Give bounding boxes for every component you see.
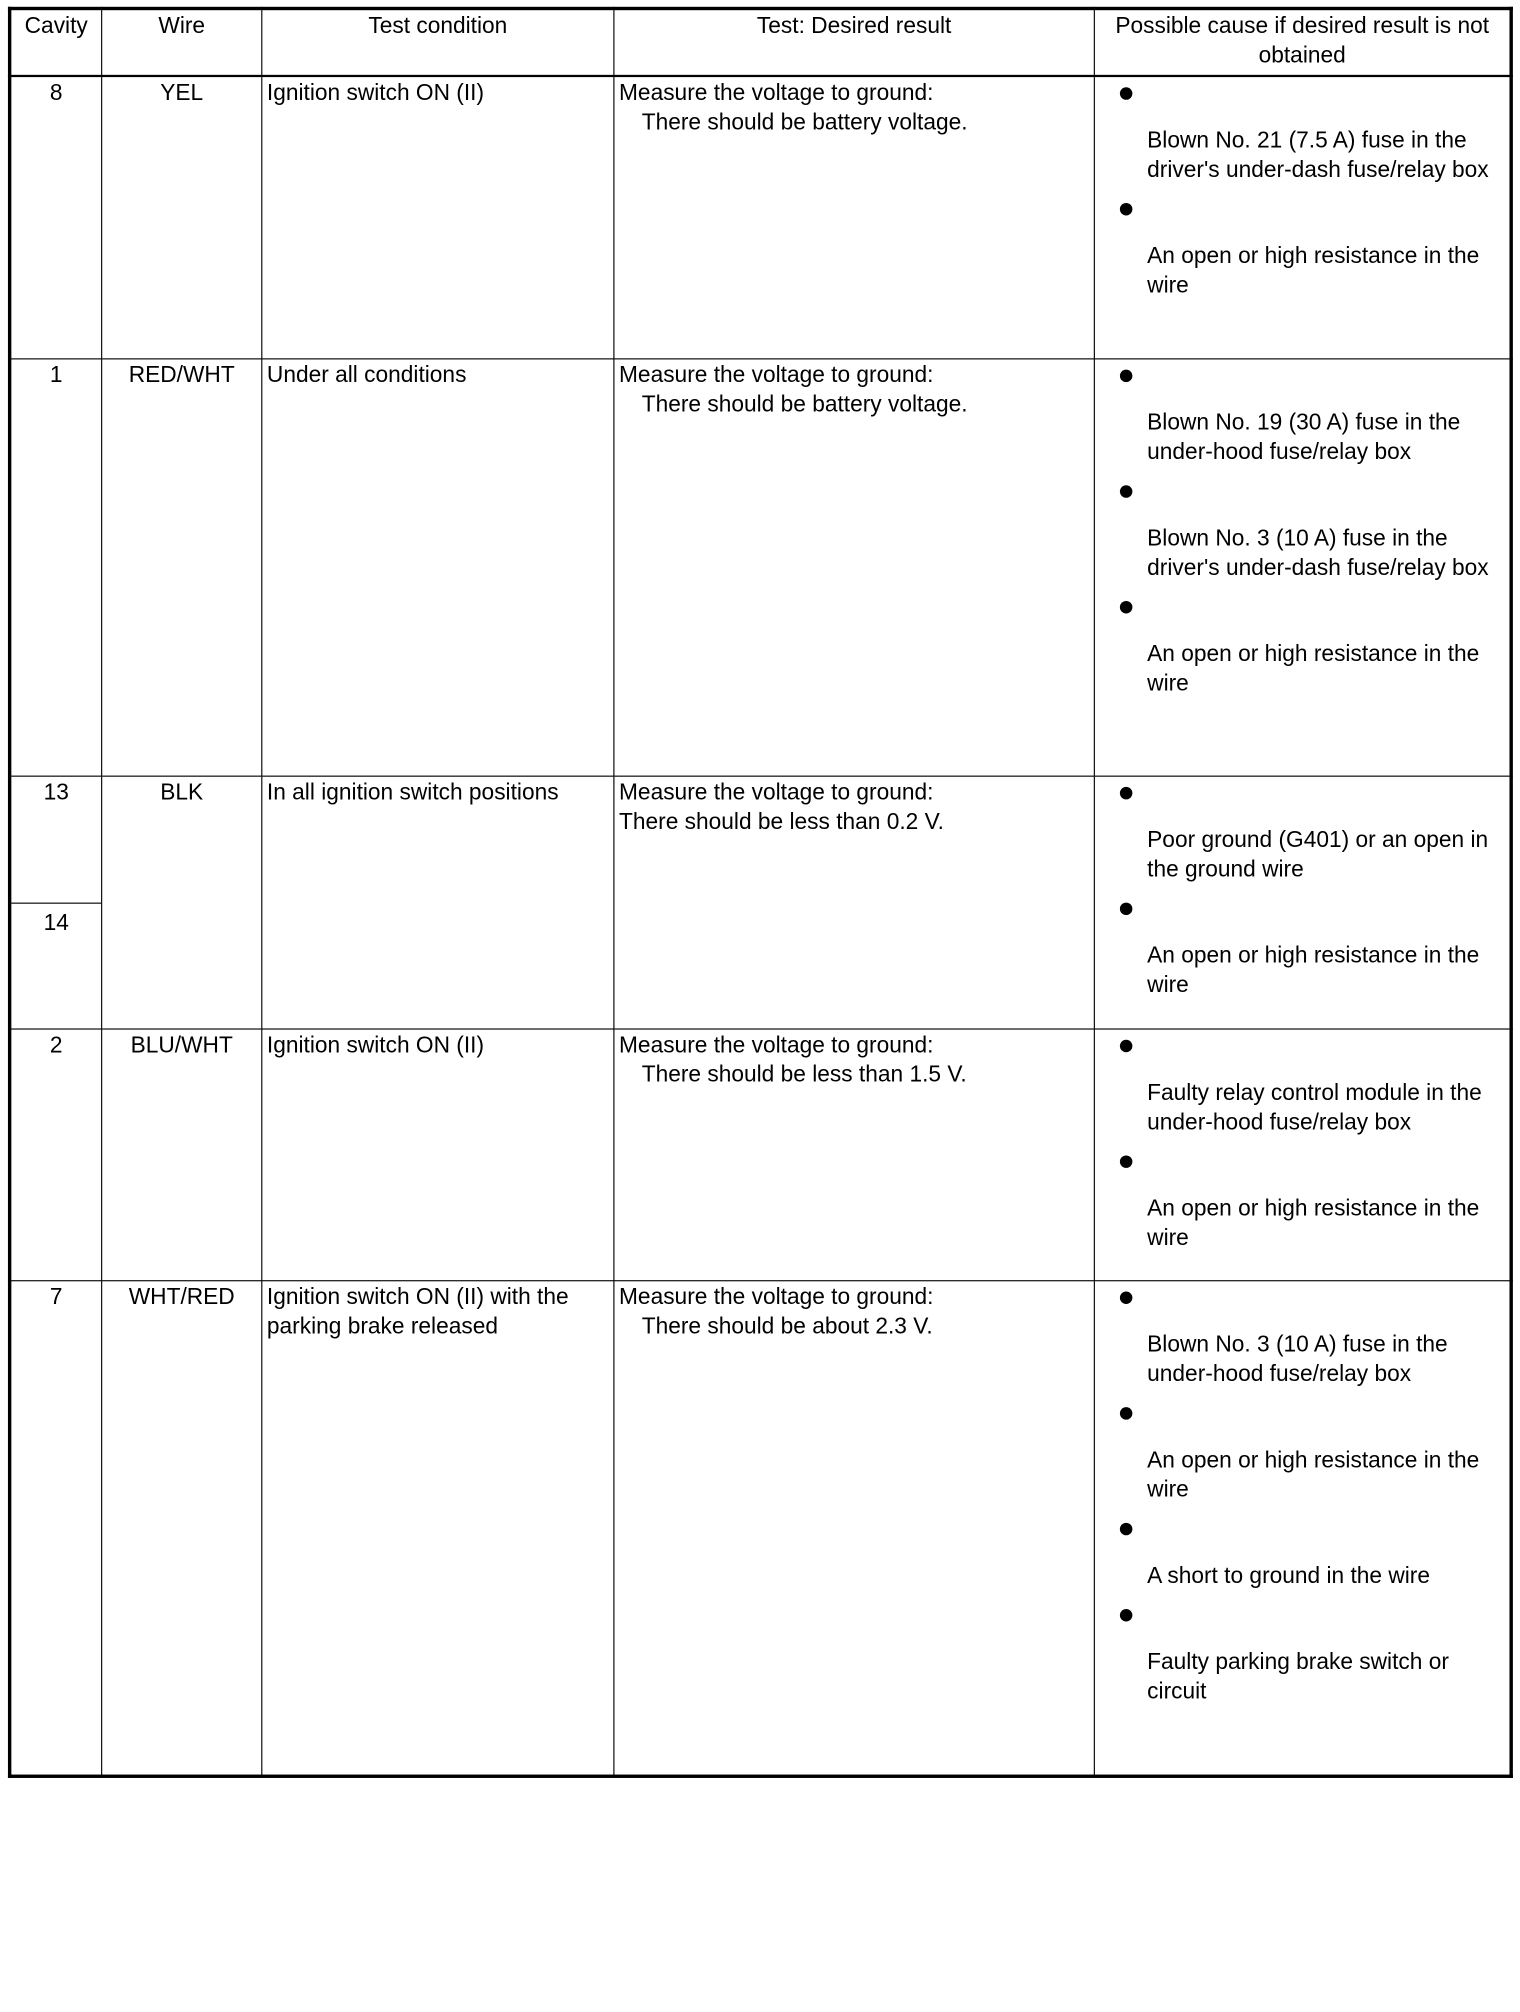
bullet-icon bbox=[1120, 369, 1132, 381]
cavity-cell: 2 bbox=[10, 1028, 102, 1280]
header-test-condition: Test condition bbox=[262, 9, 614, 76]
cause-item: An open or high resistance in the wire bbox=[1147, 942, 1480, 998]
cause-item: Poor ground (G401) or an open in the ground wire bbox=[1147, 827, 1489, 882]
cause-item: Faulty relay control module in the under-hood fuse/relay box bbox=[1147, 1080, 1482, 1135]
bullet-icon bbox=[1120, 1522, 1132, 1534]
header-cavity: Cavity bbox=[10, 9, 102, 76]
cause-item: A short to ground in the wire bbox=[1147, 1563, 1431, 1589]
cause-item: Blown No. 3 (10 A) fuse in the under-hood fuse/relay box bbox=[1147, 1331, 1448, 1387]
wire-cell: WHT/RED bbox=[102, 1280, 262, 1776]
bullet-icon bbox=[1120, 1155, 1132, 1167]
result-cell bbox=[614, 358, 1094, 775]
cause-item: Blown No. 19 (30 A) fuse in the under-hood fuse/relay box bbox=[1147, 409, 1461, 465]
result-line: Measure the voltage to ground: bbox=[619, 1032, 934, 1058]
cavity-cell bbox=[10, 776, 102, 1029]
bullet-icon bbox=[1120, 1407, 1132, 1419]
result-line: There should be battery voltage. bbox=[641, 109, 968, 135]
header-desired-result: Test: Desired result bbox=[614, 9, 1094, 76]
cause-item: An open or high resistance in the wire bbox=[1147, 243, 1480, 299]
cause-cell bbox=[1094, 358, 1511, 775]
bullet-icon bbox=[1120, 902, 1132, 914]
table-row bbox=[10, 76, 1512, 358]
condition-cell: In all ignition switch positions bbox=[262, 776, 614, 1029]
cause-cell bbox=[1094, 76, 1511, 358]
wire-cell: BLK bbox=[102, 776, 262, 1029]
result-line: Measure the voltage to ground: bbox=[619, 779, 934, 805]
wire-cell: RED/WHT bbox=[102, 358, 262, 775]
header-possible-cause: Possible cause if desired result is not obtained bbox=[1094, 9, 1511, 76]
cause-cell bbox=[1094, 1280, 1511, 1776]
condition-cell: Ignition switch ON (II) bbox=[262, 1028, 614, 1280]
cavity-value: 13 bbox=[43, 779, 69, 805]
bullet-icon bbox=[1120, 203, 1132, 215]
result-line: Measure the voltage to ground: bbox=[619, 80, 934, 106]
wire-cell: YEL bbox=[102, 76, 262, 358]
header-wire: Wire bbox=[102, 9, 262, 76]
cavity-cell: 1 bbox=[10, 358, 102, 775]
table-row bbox=[10, 358, 1512, 775]
result-cell bbox=[614, 1028, 1094, 1280]
result-line: There should be about 2.3 V. bbox=[641, 1313, 933, 1339]
cavity-value: 14 bbox=[43, 909, 69, 935]
result-line: There should be less than 0.2 V. bbox=[619, 809, 944, 834]
cause-item: An open or high resistance in the wire bbox=[1147, 1195, 1480, 1251]
bullet-icon bbox=[1120, 1039, 1132, 1051]
cause-item: Blown No. 21 (7.5 A) fuse in the driver's under-dash fuse/relay box bbox=[1147, 128, 1489, 183]
result-cell bbox=[614, 776, 1094, 1029]
bullet-icon bbox=[1120, 1608, 1132, 1620]
bullet-icon bbox=[1120, 87, 1132, 99]
table-row bbox=[10, 1028, 1512, 1280]
cause-item: An open or high resistance in the wire bbox=[1147, 1447, 1480, 1502]
bullet-icon bbox=[1120, 1291, 1132, 1303]
result-line: There should be battery voltage. bbox=[641, 391, 968, 417]
cause-cell bbox=[1094, 1028, 1511, 1280]
result-line: There should be less than 1.5 V. bbox=[641, 1061, 967, 1087]
cause-item: Faulty parking brake switch or circuit bbox=[1147, 1649, 1449, 1704]
condition-cell: Ignition switch ON (II) bbox=[262, 76, 614, 358]
result-line: Measure the voltage to ground: bbox=[619, 362, 934, 388]
cavity-cell: 8 bbox=[10, 76, 102, 358]
result-cell bbox=[614, 76, 1094, 358]
wire-cell: BLU/WHT bbox=[102, 1028, 262, 1280]
cause-item: Blown No. 3 (10 A) fuse in the driver's under-dash fuse/relay box bbox=[1147, 525, 1489, 580]
bullet-icon bbox=[1120, 786, 1132, 798]
condition-cell: Under all conditions bbox=[262, 358, 614, 775]
result-cell bbox=[614, 1280, 1094, 1776]
cavity-cell: 7 bbox=[10, 1280, 102, 1776]
result-line: Measure the voltage to ground: bbox=[619, 1284, 934, 1310]
cause-item: An open or high resistance in the wire bbox=[1147, 641, 1480, 696]
bullet-icon bbox=[1120, 600, 1132, 612]
bullet-icon bbox=[1120, 485, 1132, 497]
table-row bbox=[10, 776, 1512, 1029]
header-row bbox=[10, 9, 1512, 76]
condition-cell: Ignition switch ON (II) with the parking brake released bbox=[262, 1280, 614, 1776]
cause-cell bbox=[1094, 776, 1511, 1029]
table-row bbox=[10, 1280, 1512, 1776]
connector-test-table bbox=[8, 7, 1513, 1778]
